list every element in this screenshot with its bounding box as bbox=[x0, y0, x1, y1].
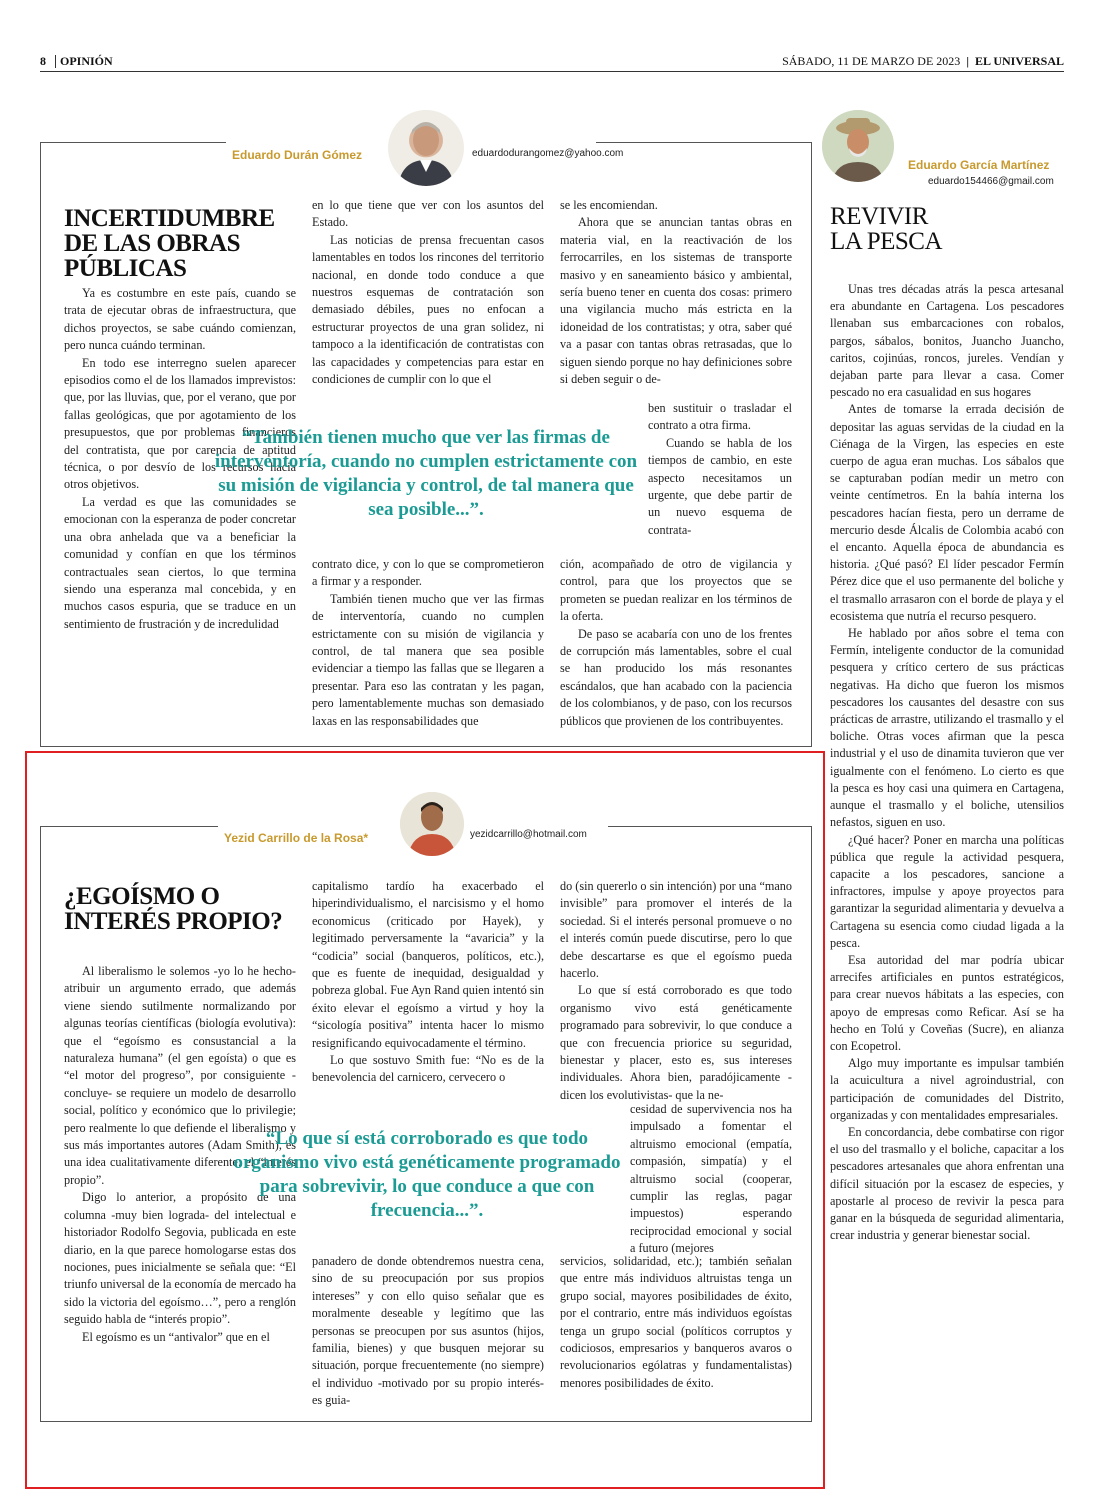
article-3-email: eduardo154466@gmail.com bbox=[928, 176, 1054, 187]
article-2-author: Yezid Carrillo de la Rosa* bbox=[224, 831, 369, 845]
headline-line: REVIVIR bbox=[830, 203, 928, 230]
article-1-headline: INCERTIDUMBRE DE LAS OBRAS PÚBLICAS bbox=[64, 205, 275, 282]
article-2-column-2-top bbox=[312, 878, 544, 1087]
paragraph: He hablado por años sobre el tema con Fermín, inteligente conductor de la comunidad pesquera y crítico certero de sus prácticas negativas. Ha dicho que fueron los mismos pescadores los causantes del desastre con sus prácticas de arrastre, utilizando el trasmallo y el boliche. Otras voces afirman que la pesca industrial y el uso de dinamita tuvieron que ver igualmente con el fenómeno. Lo cierto es que la pesca es hoy casi una quimera en Cartagena, aunque el trasmallo y el boliche, utensilios nefastos, siguen en uso. bbox=[830, 626, 1064, 830]
paragraph: cesidad de supervivencia nos ha impulsado a fomentar el altruismo emocional (empatía, compasión, simpatía) y el altruismo social (cooperar, cumplir las reglas, pagar impuestos) esperando reciprocidad emocional y social a futuro (mejores bbox=[630, 1102, 792, 1256]
paragraph: La verdad es que las comunidades se emocionan con la esperanza de poder concretar una obra anhelada que va a beneficiar la comunidad y confían en que los términos contractuales sean ciertos, lo que termina siendo una esperanza mal concebida, y en muchos casos espuria, que se traduce en un sentimiento de frustración y de incredulidad bbox=[64, 494, 296, 631]
newspaper-name: EL UNIVERSAL bbox=[974, 54, 1064, 68]
paragraph: En concordancia, debe combatirse con rigor el uso del trasmallo y el boliche, capacitar a los pescadores artesanales que ahora enfrentan una difícil situación por la escasez de especies, y apostarle al proceso de revivir la pesca para ganar en la búsqueda de seguridad alimentaria, crear industria y generar bienestar social. bbox=[830, 1124, 1064, 1243]
article-3-column bbox=[830, 281, 1064, 1244]
article-1-column-2-bottom bbox=[312, 556, 544, 730]
paragraph: ¿Qué hacer? Poner en marcha una políticas pública que regule la actividad pesquera, capacite a los pescadores, sancione a infractores, impulse y apoye proyectos para garantizar la seguridad alimentaria y devuelva a Cartagena su esencia como ciudad ligada a la pesca. bbox=[830, 832, 1064, 950]
page-number: 8 bbox=[40, 54, 46, 68]
paragraph: contrato dice, y con lo que se comprometieron a firmar y a responder. bbox=[312, 557, 544, 589]
author-portrait-icon bbox=[822, 110, 894, 182]
article-1-author: Eduardo Durán Gómez bbox=[232, 148, 363, 162]
header-divider bbox=[55, 55, 56, 68]
paragraph: Esa autoridad del mar podría ubicar arrecifes artificiales en puntos estratégicos, para crear nuevos hábitats a las especies, con apoyo de empresas como Reficar. Así se ha hecho en Tolú y Coveñas (Sucre), en alianza con Ecopetrol. bbox=[830, 952, 1064, 1053]
article-3-author: Eduardo García Martínez bbox=[908, 158, 1050, 172]
article-2-email: yezidcarrillo@hotmail.com bbox=[470, 829, 587, 840]
paragraph: Unas tres décadas atrás la pesca artesanal era abundante en Cartagena. Los pescadores llenaban sus embarcaciones con robalos, pargos, sábalos, bonitos, Juancho Juancho, caritos, cojinúas, roncos, jureles. Vendían y dejaban parte para llevar a casa. Comer pescado no era casualidad en sus hogares bbox=[830, 282, 1064, 400]
paragraph: Ahora que se anuncian tantas obras en materia vial, en la reactivación de los ferrocarriles, en los sistemas de transporte masivo y en saneamiento básico y ambiental, sería bueno tener en cuenta dos cosas: primero una vigilancia mucho más estricta en la idoneidad de los contratistas; y otra, saber qué va a pasar con tantas obras retrasadas, que lo siguen siendo porque no hay definiciones sobre si deben seguir o de- bbox=[560, 215, 792, 387]
paragraph: En todo ese interregno suelen aparecer episodios como el de los llamados imprevistos: que, por las lluvias, que, por el verano, que por fallas geológicas, que por agotamiento de los presupuestos, que por problemas financieros del contratista, que por carencia de aptitud técnica, o por desvío de los recursos hacia otros objetivos. bbox=[64, 355, 296, 492]
header-rule bbox=[40, 71, 1064, 72]
paragraph: se les encomiendan. bbox=[560, 198, 658, 212]
article-1-email: eduardodurangomez@yahoo.com bbox=[472, 148, 624, 159]
article-2-column-3-top bbox=[560, 878, 792, 1104]
paragraph: ben sustituir o trasladar el contrato a otra firma. bbox=[648, 401, 792, 433]
article-1-column-3-bottom bbox=[560, 556, 792, 730]
paragraph: ción, acompañado de otro de vigilancia y control, para que los proyectos que se prometen se puedan realizar en los términos de la oferta. bbox=[560, 557, 792, 624]
paragraph: Ya es costumbre en este país, cuando se trata de ejecutar obras de infraestructura, que dichos proyectos, se sabe cuándo comienzan, pero nunca cuándo terminan. bbox=[64, 286, 296, 353]
header-right: SÁBADO, 11 DE MARZO DE 2023 | EL UNIVERSAL bbox=[782, 54, 1064, 68]
issue-date: SÁBADO, 11 DE MARZO DE 2023 bbox=[782, 54, 961, 68]
article-2-column-2-bottom bbox=[312, 1253, 544, 1410]
paragraph: Antes de tomarse la errada decisión de depositar las aguas servidas de la ciudad en la Ciénaga de la Virgen, las especies en este cuerpo de agua eran muchas. Los sábalos que se capturaban podían medir un metro con veinte centímetros. En la bahía interna los pescadores hacían fiesta, pero un derrame de mercurio desde Álcalis de Colombia acabó con el encanto. Aquella época de abundancia es historia. ¿Qué pasó? El líder pescador Fermín Pérez dice que el uso permanente del boliche y el trasmallo arrasaron con el borde de playa y el ecosistema que nutría el recurso pesquero. bbox=[830, 402, 1064, 623]
paragraph: También tienen mucho que ver las firmas de interventoría, cuando no cumplen estrictamente con su misión de vigilancia y control, de tal manera que sea posible evidenciar a tiempo las fallas que se llegaren a presentar. Para eso las contratan y les pagan, pero lamentablemente muchas son demasiado laxas en las responsabilidades que bbox=[312, 591, 544, 728]
article-2-column-3-mid bbox=[630, 1101, 792, 1258]
author-photo-duran bbox=[388, 110, 464, 186]
paragraph: De paso se acabaría con uno de los frentes de corrupción más lamentables, sobre el cual se han producido los más resonantes escándalos, que han acabado con la paciencia de los colombianos, y de paso, con los recursos públicos que provienen de los contribuyentes. bbox=[560, 626, 792, 728]
paragraph: El egoísmo es un “antivalor” que en el bbox=[82, 1329, 270, 1344]
paragraph: Al liberalismo le solemos -yo lo he hecho- atribuir un argumento errado, que además viene siendo sutilmente normalizando por algunas teorías científicas (biología evolutiva): que el “egoísmo es consustancial a la naturaleza humana” (el gen egoísta) o que es “el motor del progreso”, por consiguiente -concluye- se requiere un modelo de desarrollo social, político y económico que lo privilegie; pero realmente lo que defiende el liberalismo y sus más importantes autores (Adam Smith), es una idea cualitativamente diferente: el “interés propio”. bbox=[64, 964, 296, 1187]
paragraph: en lo que tiene que ver con los asuntos del Estado. bbox=[312, 198, 544, 230]
author-portrait-icon bbox=[400, 792, 464, 856]
article-1-column-3-top bbox=[560, 197, 792, 388]
paragraph: Cuando se habla de los tiempos de cambio, en este aspecto necesitamos un urgente, que debe partir de un nuevo esquema de contrata- bbox=[648, 435, 792, 537]
headline-line: LA PESCA bbox=[830, 228, 943, 255]
paragraph: Lo que sí está corroborado es que todo organismo vivo está genéticamente programado para sobrevivir, lo que conduce a que con frecuencia priorice su seguridad, bienestar y placer, esto es, sus intereses individuales. Ahora bien, paradójicamente -dicen los evolutivistas- que la ne- bbox=[560, 983, 792, 1102]
author-photo-carrillo bbox=[400, 792, 464, 856]
paragraph: capitalismo tardío ha exacerbado el hiperindividualismo, el narcisismo y el homo economicus (criticado por Hayek), y legitimado perversamente la “avaricia” y la “codicia” social (banqueros, políticos, etc.), que es fuente de inequidad, desigualdad y pobreza global. Fue Ayn Rand quien intentó sin éxito elevar el egoísmo a virtud y hoy la “sicología positiva” intenta hacer lo mismo resignificando equivocadamente el término. bbox=[312, 879, 544, 1050]
article-2-headline: ¿EGOÍSMO O INTERÉS PROPIO? bbox=[64, 883, 283, 935]
article-2-pull-quote: “Lo que sí está corroborado es que todo organismo vivo está genéticamente programado para sobrevivir, lo que conduce a que con frecuencia...”. bbox=[233, 1128, 621, 1221]
paragraph: do (sin quererlo o sin intención) por una “mano invisible” para promover el interés de la sociedad. Si el interés personal promueve o no el interés común puede discutirse, pero lo que debe descartarse es que el egoísmo pueda hacerlo. bbox=[560, 879, 792, 981]
article-2-column-3-bottom bbox=[560, 1253, 792, 1392]
article-3-headline bbox=[830, 204, 1064, 254]
paragraph: servicios, solidaridad, etc.); también señalan que entre más individuos altruistas tenga un grupo social, mayores posibilidades de éxito, por el contrario, entre más individuos egoístas tenga un grupo social (políticos corruptos y codiciosos, empresarios y banqueros avaros o revolucionarios ególatras y fundamentalistas) menores posibilidades de éxito. bbox=[560, 1254, 792, 1390]
paragraph: Lo que sostuvo Smith fue: “No es de la benevolencia del carnicero, cervecero o bbox=[312, 1053, 544, 1085]
paragraph: Algo muy importante es impulsar también la acuicultura a nivel agroindustrial, con participación de comunidades del Distrito, organizadas y con mentalidades empresariales. bbox=[830, 1056, 1064, 1122]
author-photo-garcia bbox=[822, 110, 894, 182]
paragraph: panadero de donde obtendremos nuestra cena, sino de su preocupación por sus propios intereses” y con ello quiso señalar que es moralmente deseable y legítimo que las personas se preocupen por sus asuntos (hijos, familia, bienes) y que busquen mejorar su situación, porque frecuentemente (no siempre) el individuo -motivado por su propio interés- es guia- bbox=[312, 1254, 544, 1408]
author-portrait-icon bbox=[388, 110, 464, 186]
article-1-column-3-mid bbox=[648, 400, 792, 539]
article-1-pull-quote: “También tienen mucho que ver las firmas de interventoría, cuando no cumplen estrictamente con su misión de vigilancia y control, de tal manera que sea posible...”. bbox=[214, 427, 638, 520]
section-name: OPINIÓN bbox=[60, 54, 113, 68]
paragraph: Las noticias de prensa frecuentan casos lamentables en todos los rincones del territorio nacional, en donde todo conduce a que nuestros esquemas de contratación son demasiado débiles, pues no enfocan a estructurar proyectos de una gran solidez, ni tampoco a la identificación de contratistas con las capacidades y competencias para estar en condiciones de cumplir con lo que el bbox=[312, 232, 544, 387]
article-1-column-2-top bbox=[312, 197, 544, 388]
paragraph: Digo lo anterior, a propósito de una columna -muy bien lograda- del intelectual e historiador Rodolfo Segovia, publicada en este diario, en la que parece homologarse estas dos nociones, pues inicialmente se señala que: “El triunfo universal de la economía de mercado ha sido la victoria del egoísmo…”, pero a renglón seguido habla de “interés propio”. bbox=[64, 1190, 296, 1327]
